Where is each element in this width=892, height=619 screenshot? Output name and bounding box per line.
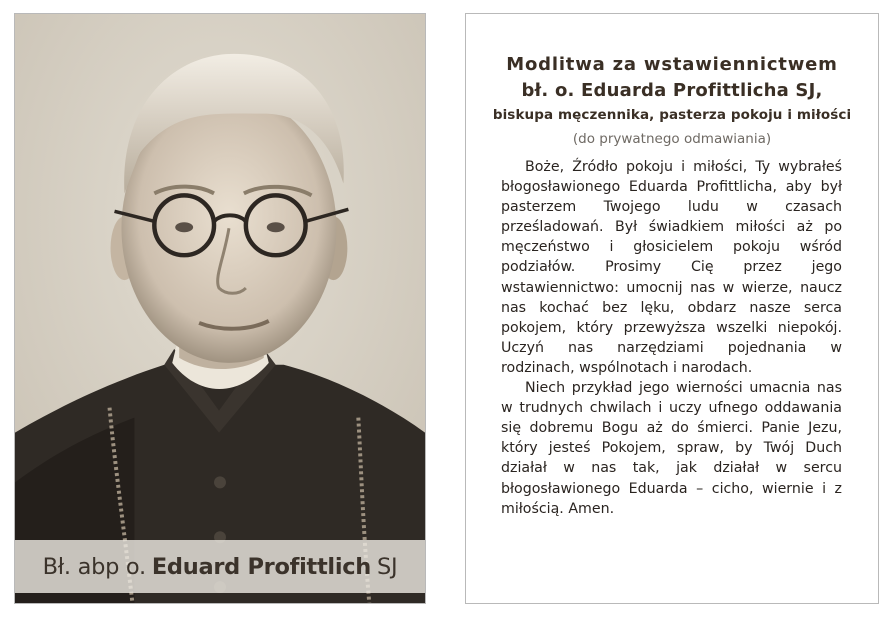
prayer-title-line-1: Modlitwa za wstawiennictwem (506, 54, 838, 75)
caption-name: Eduard Profittlich (151, 553, 371, 580)
portrait-photo (15, 14, 425, 603)
portrait-caption (15, 540, 425, 593)
portrait-card (14, 13, 426, 604)
prayer-note: (do prywatnego odmawiania) (572, 131, 772, 147)
prayer-paragraph-2: Niech przykład jego wierności umacnia nas w trudnych chwilach i uczy ufnego oddawania się dobremu Bogu aż do śmierci. Panie Jezu, który jesteś Pokojem, spraw, by Twój Duch działał w nas tak, jak działał w sercu błogosławionego Eduarda – cicho, wiernie i z miłością. Amen. (501, 380, 842, 517)
prayer-card (465, 13, 879, 604)
prayer-title (466, 52, 878, 126)
caption-suffix: SJ (377, 553, 398, 580)
prayer-subtitle: biskupa męczennika, pasterza pokoju i miłości (492, 107, 852, 123)
caption-prefix: Bł. abp o. (42, 553, 146, 580)
prayer-title-line-2: bł. o. Eduarda Profittlicha SJ, (521, 80, 823, 101)
prayer-paragraph-1: Boże, Źródło pokoju i miłości, Ty wybrałeś błogosławionego Eduarda Profittlicha, aby był pasterzem Twojego ludu w czasach prześladowań. Był świadkiem miłości aż po męczeństwo i głosicielem pokoju wśród podziałów. Prosimy Cię przez jego wstawiennictwo: umocnij nas w wierze, naucz nas kochać bez lęku, obdarz nasze serca pokojem, który przewyższa wszelki niepokój. Uczyń nas narzędziami pojednania w rodzinach, wspólnotach i narodach. (501, 159, 842, 376)
prayer-body (501, 157, 842, 519)
